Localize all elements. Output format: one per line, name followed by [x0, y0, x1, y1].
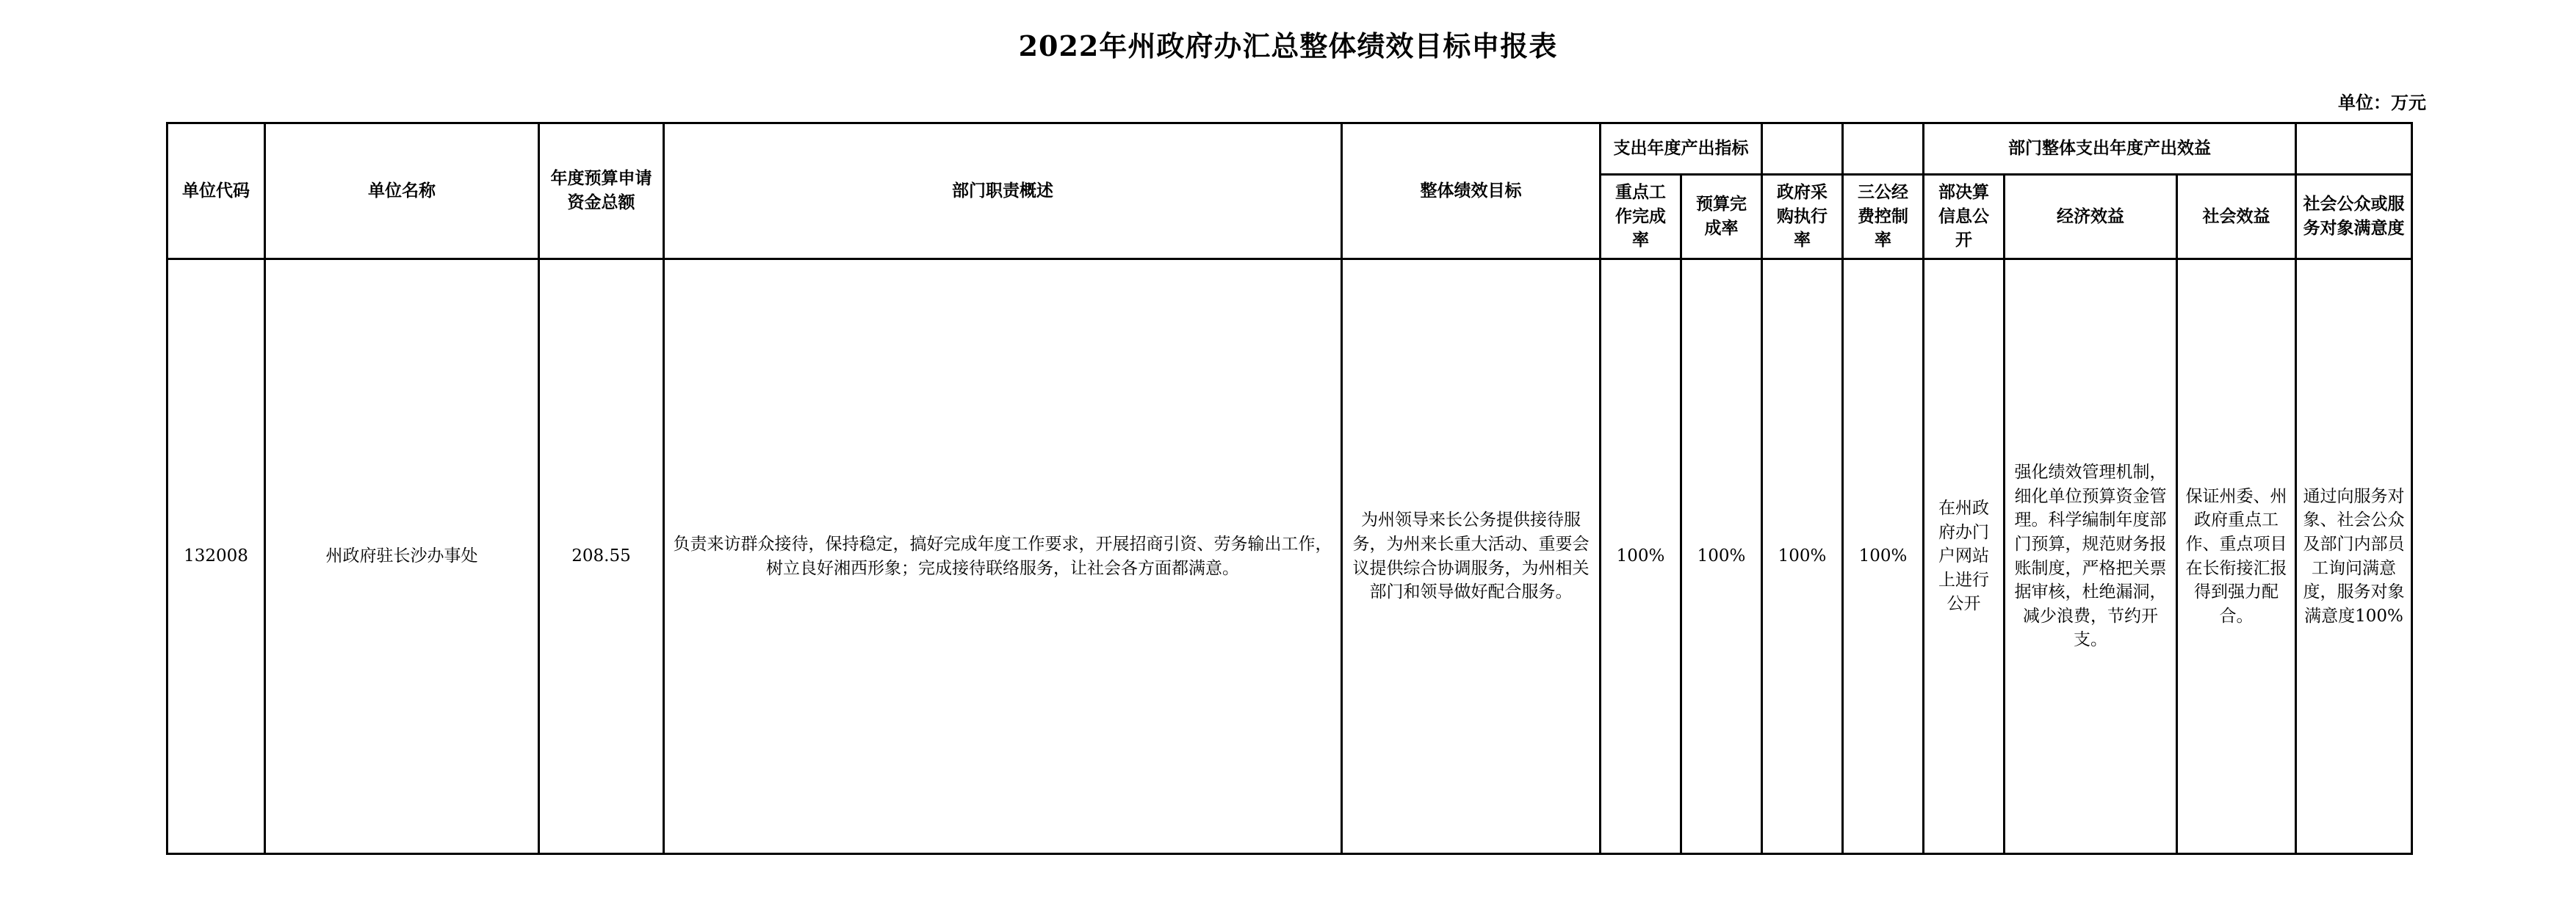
- cell-unit-name: 州政府驻长沙办事处: [265, 259, 539, 854]
- header-goal: 整体绩效目标: [1342, 123, 1601, 259]
- header-budget: 年度预算申请资金总额: [539, 123, 664, 259]
- cell-budget-rate: 100%: [1681, 259, 1762, 854]
- cell-economic: 强化绩效管理机制，细化单位预算资金管理。科学编制年度部门预算，规范财务报账制度，严格把关票据审核，杜绝漏洞，减少浪费，节约开支。: [2005, 259, 2177, 854]
- cell-duty: 负责来访群众接待，保持稳定，搞好完成年度工作要求，开展招商引资、劳务输出工作，树立良好湘西形象；完成接待联络服务，让社会各方面都满意。: [664, 259, 1342, 854]
- header-output-group: 支出年度产出指标: [1601, 123, 1762, 175]
- cell-procurement: 100%: [1762, 259, 1843, 854]
- header-unit-code: 单位代码: [167, 123, 265, 259]
- cell-budget: 208.55: [539, 259, 664, 854]
- header-budget-rate: 预算完成率: [1681, 175, 1762, 259]
- header-blank-1: [1762, 123, 1843, 175]
- unit-label: 单位：万元: [2338, 92, 2426, 113]
- cell-satisfaction: 通过向服务对象、社会公众及部门内部员工询问满意度，服务对象满意度100%: [2296, 259, 2412, 854]
- header-social: 社会效益: [2177, 175, 2296, 259]
- header-blank-3: [2296, 123, 2412, 175]
- header-economic: 经济效益: [2005, 175, 2177, 259]
- header-duty: 部门职责概述: [664, 123, 1342, 259]
- cell-three-public: 100%: [1843, 259, 1924, 854]
- header-key-work: 重点工作完成率: [1601, 175, 1681, 259]
- header-row-1: [167, 123, 2412, 175]
- cell-goal: 为州领导来长公务提供接待服务，为州来长重大活动、重要会议提供综合协调服务，为州相关部门和领导做好配合服务。: [1342, 259, 1601, 854]
- cell-disclosure: 在州政府办门户网站上进行公开: [1924, 259, 2005, 854]
- header-blank-2: [1843, 123, 1924, 175]
- header-disclosure: 部决算信息公开: [1924, 175, 2005, 259]
- header-unit-name: 单位名称: [265, 123, 539, 259]
- cell-social: 保证州委、州政府重点工作、重点项目在长衔接汇报得到强力配合。: [2177, 259, 2296, 854]
- performance-table: [166, 122, 2413, 855]
- header-procurement: 政府采购执行率: [1762, 175, 1843, 259]
- table-row: [167, 259, 2412, 854]
- header-satisfaction: 社会公众或服务对象满意度: [2296, 175, 2412, 259]
- cell-key-work: 100%: [1601, 259, 1681, 854]
- cell-unit-code: 132008: [167, 259, 265, 854]
- header-benefit-group: 部门整体支出年度产出效益: [1924, 123, 2296, 175]
- page-title: 2022年州政府办汇总整体绩效目标申报表: [1018, 29, 1558, 62]
- header-three-public: 三公经费控制率: [1843, 175, 1924, 259]
